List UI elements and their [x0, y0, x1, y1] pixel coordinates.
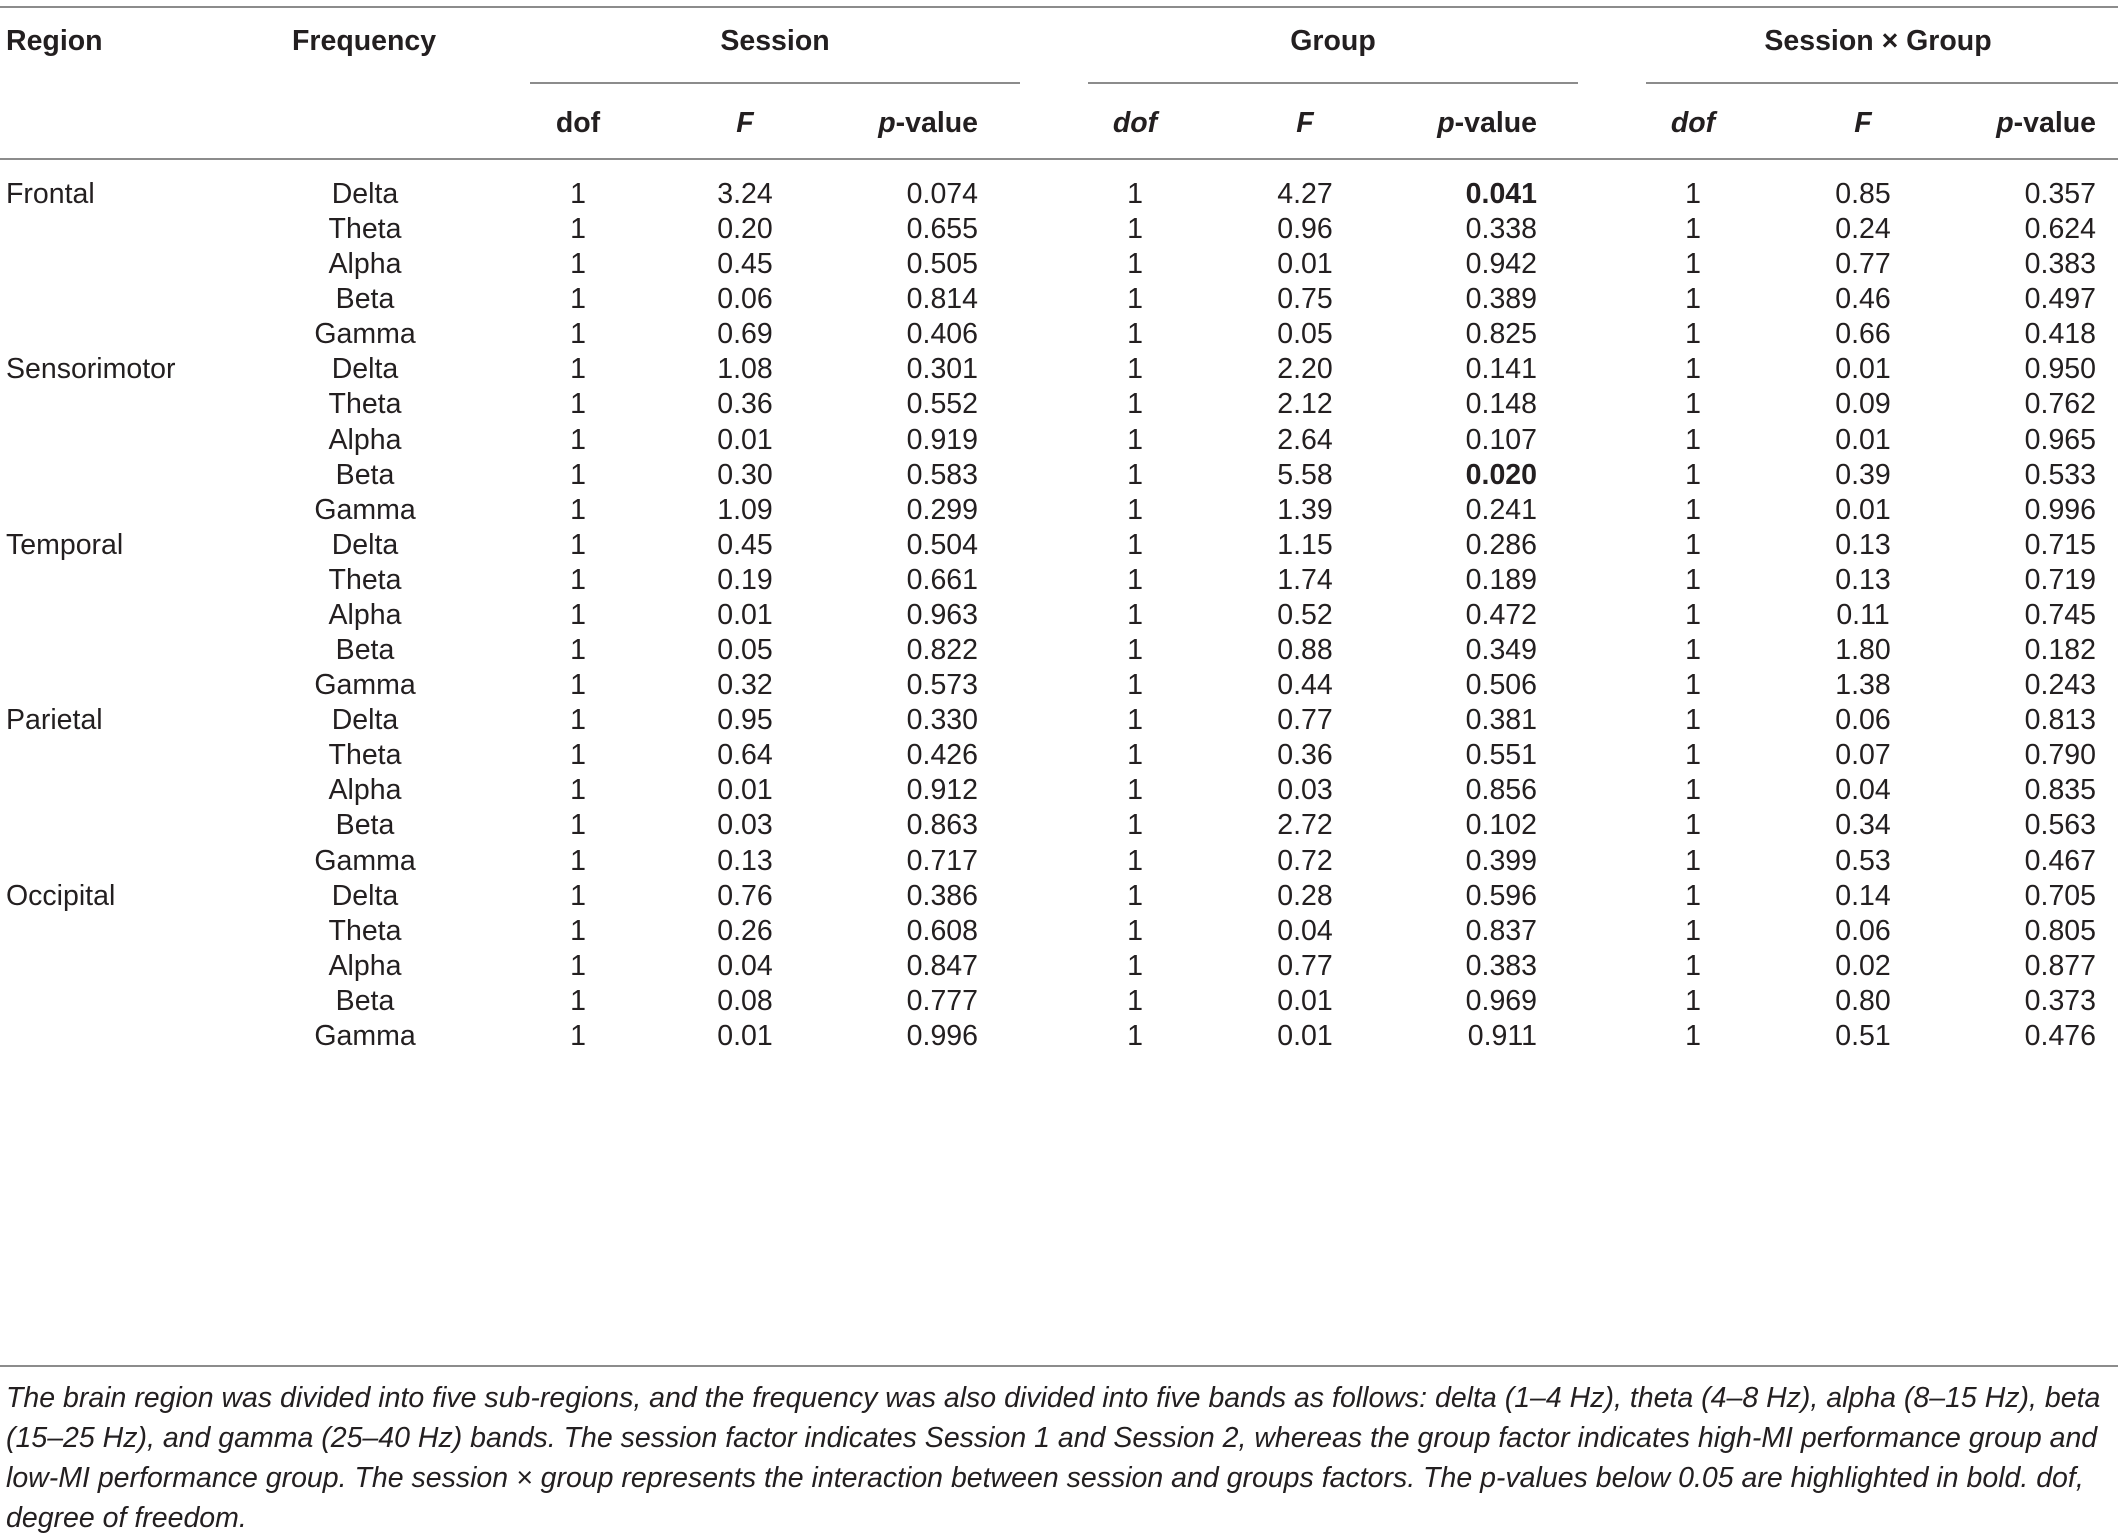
cell-g-p: 0.189	[1465, 563, 1537, 596]
cell-freq: Delta	[331, 704, 399, 737]
subheader-session-dof: dof	[555, 107, 601, 139]
cell-sg-dof: 1	[1685, 493, 1701, 526]
p-suffix: -value	[895, 107, 978, 139]
cell-sg-f: 0.80	[1835, 984, 1891, 1017]
cell-region: Temporal	[6, 528, 124, 561]
cell-g-f: 0.01	[1277, 984, 1333, 1017]
cell-s-p: 0.822	[906, 634, 978, 667]
p-italic: p	[1437, 107, 1455, 139]
cell-sg-dof: 1	[1685, 353, 1701, 386]
cell-region: Occipital	[6, 879, 116, 912]
cell-freq: Gamma	[314, 669, 416, 702]
cell-sg-dof: 1	[1685, 704, 1701, 737]
cell-sg-f: 0.06	[1835, 914, 1891, 947]
cell-freq: Theta	[328, 739, 402, 772]
cell-s-p: 0.406	[906, 318, 978, 351]
subheader-group-p-value	[1437, 103, 1537, 143]
cell-sg-p: 0.813	[2024, 704, 2096, 737]
cell-g-f: 0.75	[1277, 283, 1333, 316]
cell-sg-dof: 1	[1685, 949, 1701, 982]
cell-s-dof: 1	[570, 178, 586, 210]
cell-g-f: 0.01	[1277, 1019, 1333, 1052]
p-italic: p	[1996, 107, 2014, 139]
interaction-group-rule	[1646, 82, 2118, 84]
cell-g-p: 0.389	[1465, 283, 1537, 316]
cell-freq: Theta	[328, 213, 402, 246]
cell-sg-dof: 1	[1685, 669, 1701, 702]
cell-s-dof: 1	[570, 634, 586, 667]
cell-freq: Alpha	[328, 774, 402, 807]
cell-g-dof: 1	[1127, 458, 1143, 491]
cell-freq: Beta	[335, 283, 395, 316]
cell-g-dof: 1	[1127, 704, 1143, 737]
cell-sg-f: 0.34	[1835, 809, 1891, 842]
cell-s-p: 0.299	[906, 493, 978, 526]
cell-sg-f: 0.51	[1835, 1019, 1891, 1052]
cell-freq: Delta	[331, 353, 399, 386]
group-group-rule	[1088, 82, 1578, 84]
cell-s-p: 0.777	[906, 984, 978, 1017]
cell-s-f: 3.24	[717, 178, 773, 210]
cell-sg-dof: 1	[1685, 563, 1701, 596]
cell-sg-f: 0.01	[1835, 423, 1891, 456]
cell-g-f: 4.27	[1277, 178, 1333, 210]
cell-s-p: 0.863	[906, 809, 978, 842]
cell-g-p: 0.837	[1465, 914, 1537, 947]
cell-sg-dof: 1	[1685, 634, 1701, 667]
cell-s-f: 1.09	[717, 493, 773, 526]
cell-s-f: 0.01	[717, 598, 773, 631]
cell-sg-p: 0.497	[2024, 283, 2096, 316]
cell-g-f: 0.05	[1277, 318, 1333, 351]
cell-freq: Alpha	[328, 598, 402, 631]
subheader-session-f: F	[736, 107, 754, 139]
cell-g-p: 0.107	[1465, 423, 1537, 456]
cell-sg-f: 1.80	[1835, 634, 1891, 667]
cell-sg-p: 0.705	[2024, 879, 2096, 912]
cell-g-f: 0.03	[1277, 774, 1333, 807]
cell-sg-f: 0.11	[1836, 598, 1890, 631]
cell-s-f: 0.95	[717, 704, 773, 737]
cell-s-p: 0.912	[906, 774, 978, 807]
cell-sg-p: 0.950	[2024, 353, 2096, 386]
cell-s-p: 0.717	[906, 844, 978, 877]
cell-s-f: 0.45	[717, 248, 773, 281]
cell-s-dof: 1	[570, 914, 586, 947]
cell-g-dof: 1	[1127, 528, 1143, 561]
cell-g-p: 0.596	[1465, 879, 1537, 912]
cell-s-p: 0.963	[906, 598, 978, 631]
cell-sg-p: 0.719	[2024, 563, 2096, 596]
cell-freq: Delta	[331, 528, 399, 561]
cell-s-f: 0.20	[717, 213, 773, 246]
cell-s-dof: 1	[570, 984, 586, 1017]
cell-g-f: 0.44	[1277, 669, 1333, 702]
cell-g-dof: 1	[1127, 1019, 1143, 1052]
cell-sg-dof: 1	[1685, 388, 1701, 421]
cell-sg-dof: 1	[1685, 809, 1701, 842]
cell-g-p: 0.399	[1465, 844, 1537, 877]
top-rule	[0, 6, 2118, 8]
cell-g-p: 0.241	[1465, 493, 1537, 526]
cell-g-p: 0.506	[1465, 669, 1537, 702]
cell-sg-dof: 1	[1685, 739, 1701, 772]
cell-sg-f: 0.01	[1835, 493, 1891, 526]
cell-g-p: 0.041	[1465, 178, 1537, 210]
cell-sg-dof: 1	[1685, 318, 1701, 351]
cell-sg-f: 0.07	[1835, 739, 1891, 772]
cell-g-dof: 1	[1127, 879, 1143, 912]
subheader-interaction-f: F	[1854, 107, 1872, 139]
cell-g-p: 0.286	[1465, 528, 1537, 561]
subheader-interaction-dof: dof	[1670, 107, 1716, 139]
cell-g-p: 0.383	[1465, 949, 1537, 982]
cell-g-f: 0.77	[1277, 949, 1333, 982]
subheader-group-f: F	[1296, 107, 1314, 139]
cell-sg-p: 0.418	[2024, 318, 2096, 351]
cell-g-dof: 1	[1127, 493, 1143, 526]
cell-freq: Beta	[335, 458, 395, 491]
cell-g-p: 0.969	[1465, 984, 1537, 1017]
cell-s-f: 0.76	[717, 879, 773, 912]
cell-freq: Theta	[328, 914, 402, 947]
cell-s-dof: 1	[570, 388, 586, 421]
cell-s-dof: 1	[570, 213, 586, 246]
cell-s-f: 0.64	[717, 739, 773, 772]
cell-sg-dof: 1	[1685, 774, 1701, 807]
cell-sg-p: 0.790	[2024, 739, 2096, 772]
p-italic: p	[878, 107, 896, 139]
cell-g-f: 0.52	[1277, 598, 1333, 631]
cell-g-dof: 1	[1127, 283, 1143, 316]
cell-sg-p: 0.624	[2024, 213, 2096, 246]
cell-sg-p: 0.373	[2024, 984, 2096, 1017]
cell-sg-dof: 1	[1685, 879, 1701, 912]
cell-s-f: 0.01	[717, 774, 773, 807]
cell-sg-f: 0.46	[1835, 283, 1891, 316]
cell-g-dof: 1	[1127, 949, 1143, 982]
subheader-session-p-value	[878, 103, 978, 143]
cell-sg-p: 0.877	[2024, 949, 2096, 982]
cell-s-f: 0.08	[717, 984, 773, 1017]
cell-g-p: 0.141	[1465, 353, 1537, 386]
cell-g-dof: 1	[1127, 318, 1143, 351]
cell-g-dof: 1	[1127, 844, 1143, 877]
cell-freq: Beta	[335, 809, 395, 842]
cell-g-dof: 1	[1127, 669, 1143, 702]
cell-freq: Gamma	[314, 844, 416, 877]
cell-sg-p: 0.476	[2024, 1019, 2096, 1052]
cell-s-p: 0.573	[906, 669, 978, 702]
cell-sg-p: 0.467	[2024, 844, 2096, 877]
cell-s-dof: 1	[570, 493, 586, 526]
cell-s-dof: 1	[570, 1019, 586, 1052]
cell-s-f: 0.03	[717, 809, 773, 842]
cell-sg-dof: 1	[1685, 598, 1701, 631]
cell-sg-dof: 1	[1685, 844, 1701, 877]
cell-s-p: 0.552	[906, 388, 978, 421]
cell-s-dof: 1	[570, 528, 586, 561]
cell-s-f: 0.36	[717, 388, 773, 421]
cell-g-p: 0.148	[1465, 388, 1537, 421]
cell-sg-f: 0.09	[1835, 388, 1891, 421]
cell-s-f: 0.32	[717, 669, 773, 702]
cell-g-p: 0.338	[1465, 213, 1537, 246]
cell-s-p: 0.583	[906, 458, 978, 491]
cell-freq: Alpha	[328, 949, 402, 982]
cell-s-p: 0.504	[906, 528, 978, 561]
cell-sg-dof: 1	[1685, 213, 1701, 246]
cell-s-dof: 1	[570, 879, 586, 912]
cell-g-p: 0.551	[1465, 739, 1537, 772]
cell-g-f: 5.58	[1277, 458, 1333, 491]
cell-s-dof: 1	[570, 844, 586, 877]
cell-freq: Alpha	[328, 423, 402, 456]
cell-g-p: 0.825	[1465, 318, 1537, 351]
cell-freq: Beta	[335, 984, 395, 1017]
cell-sg-f: 0.53	[1835, 844, 1891, 877]
cell-g-f: 1.74	[1277, 563, 1333, 596]
cell-sg-f: 0.77	[1835, 248, 1891, 281]
cell-g-dof: 1	[1127, 178, 1143, 210]
subheader-group-dof: dof	[1112, 107, 1158, 139]
cell-s-dof: 1	[570, 283, 586, 316]
cell-sg-f: 0.01	[1835, 353, 1891, 386]
cell-freq: Alpha	[328, 248, 402, 281]
cell-region: Sensorimotor	[6, 353, 176, 386]
cell-s-f: 0.13	[717, 844, 773, 877]
cell-g-dof: 1	[1127, 634, 1143, 667]
cell-s-p: 0.608	[906, 914, 978, 947]
cell-g-p: 0.911	[1467, 1019, 1537, 1052]
cell-g-dof: 1	[1127, 914, 1143, 947]
cell-sg-p: 0.996	[2024, 493, 2096, 526]
cell-s-f: 0.01	[717, 423, 773, 456]
cell-sg-p: 0.745	[2024, 598, 2096, 631]
cell-sg-f: 0.02	[1835, 949, 1891, 982]
subheader-interaction-p-value	[1996, 103, 2096, 143]
cell-s-f: 0.45	[717, 528, 773, 561]
cell-sg-dof: 1	[1685, 1019, 1701, 1052]
cell-s-p: 0.426	[906, 739, 978, 772]
p-suffix: -value	[1454, 107, 1537, 139]
cell-s-p: 0.301	[906, 353, 978, 386]
cell-g-f: 2.72	[1277, 809, 1333, 842]
cell-freq: Beta	[335, 634, 395, 667]
cell-sg-f: 0.04	[1835, 774, 1891, 807]
table-footnote: The brain region was divided into five sub-regions, and the frequency was also divided into five bands as follows: delta (1–4 Hz), theta (4–8 Hz), alpha (8–15 Hz), beta (15–25 Hz), and gamma (25–40 Hz) bands. The session factor indicates Session 1 and Session 2, whereas the group factor indicates high-MI performance group and low-MI performance group. The session × group represents the interaction between session and groups factors. The p-values below 0.05 are highlighted in bold. dof, degree of freedom.	[6, 1382, 2101, 1534]
p-suffix: -value	[2013, 107, 2096, 139]
cell-g-dof: 1	[1127, 213, 1143, 246]
cell-sg-p: 0.243	[2024, 669, 2096, 702]
cell-sg-p: 0.965	[2024, 423, 2096, 456]
cell-g-p: 0.020	[1465, 458, 1537, 491]
cell-s-dof: 1	[570, 563, 586, 596]
cell-g-f: 1.39	[1277, 493, 1333, 526]
cell-s-p: 0.919	[906, 423, 978, 456]
cell-s-f: 0.01	[717, 1019, 773, 1052]
cell-s-dof: 1	[570, 809, 586, 842]
cell-g-f: 1.15	[1277, 528, 1333, 561]
cell-s-f: 0.04	[717, 949, 773, 982]
cell-s-dof: 1	[570, 704, 586, 737]
cell-s-f: 0.19	[717, 563, 773, 596]
cell-g-dof: 1	[1127, 388, 1143, 421]
cell-g-p: 0.102	[1465, 809, 1537, 842]
cell-s-dof: 1	[570, 598, 586, 631]
cell-s-p: 0.655	[906, 213, 978, 246]
cell-sg-f: 1.38	[1835, 669, 1891, 702]
cell-freq: Gamma	[314, 318, 416, 351]
cell-sg-dof: 1	[1685, 984, 1701, 1017]
cell-g-dof: 1	[1127, 598, 1143, 631]
cell-g-f: 0.36	[1277, 739, 1333, 772]
cell-g-dof: 1	[1127, 563, 1143, 596]
cell-s-dof: 1	[570, 949, 586, 982]
cell-sg-p: 0.383	[2024, 248, 2096, 281]
cell-sg-p: 0.762	[2024, 388, 2096, 421]
cell-g-f: 0.28	[1277, 879, 1333, 912]
cell-s-dof: 1	[570, 423, 586, 456]
cell-g-f: 0.72	[1277, 844, 1333, 877]
cell-s-p: 0.074	[906, 178, 978, 210]
cell-sg-f: 0.06	[1835, 704, 1891, 737]
cell-g-f: 0.01	[1277, 248, 1333, 281]
cell-s-dof: 1	[570, 353, 586, 386]
cell-sg-p: 0.805	[2024, 914, 2096, 947]
cell-sg-p: 0.563	[2024, 809, 2096, 842]
cell-g-dof: 1	[1127, 809, 1143, 842]
cell-s-f: 0.05	[717, 634, 773, 667]
bottom-rule	[0, 1365, 2118, 1367]
cell-s-f: 0.30	[717, 458, 773, 491]
cell-s-dof: 1	[570, 248, 586, 281]
cell-freq: Theta	[328, 563, 402, 596]
cell-g-dof: 1	[1127, 248, 1143, 281]
header-region: Region	[6, 25, 103, 57]
cell-sg-f: 0.39	[1835, 458, 1891, 491]
cell-g-f: 0.04	[1277, 914, 1333, 947]
cell-g-p: 0.942	[1465, 248, 1537, 281]
cell-sg-f: 0.13	[1835, 563, 1891, 596]
cell-sg-p: 0.182	[2024, 634, 2096, 667]
cell-sg-p: 0.357	[2024, 178, 2096, 210]
cell-g-dof: 1	[1127, 739, 1143, 772]
cell-sg-f: 0.13	[1835, 528, 1891, 561]
cell-freq: Delta	[331, 178, 399, 210]
cell-g-f: 0.77	[1277, 704, 1333, 737]
cell-sg-f: 0.24	[1835, 213, 1891, 246]
header-session-x-group: Session × Group	[1764, 25, 1992, 57]
cell-sg-f: 0.14	[1835, 879, 1891, 912]
cell-sg-dof: 1	[1685, 178, 1701, 210]
cell-sg-dof: 1	[1685, 528, 1701, 561]
header-frequency: Frequency	[292, 25, 437, 57]
cell-sg-dof: 1	[1685, 458, 1701, 491]
cell-g-f: 2.64	[1277, 423, 1333, 456]
cell-g-dof: 1	[1127, 353, 1143, 386]
cell-s-dof: 1	[570, 739, 586, 772]
cell-sg-p: 0.533	[2024, 458, 2096, 491]
cell-g-p: 0.381	[1465, 704, 1537, 737]
cell-s-f: 1.08	[717, 353, 773, 386]
cell-sg-p: 0.715	[2024, 528, 2096, 561]
cell-s-p: 0.330	[906, 704, 978, 737]
cell-freq: Theta	[328, 388, 402, 421]
cell-sg-f: 0.85	[1835, 178, 1891, 210]
cell-s-dof: 1	[570, 458, 586, 491]
cell-g-p: 0.856	[1465, 774, 1537, 807]
cell-sg-p: 0.835	[2024, 774, 2096, 807]
cell-g-f: 2.20	[1277, 353, 1333, 386]
cell-sg-dof: 1	[1685, 248, 1701, 281]
cell-s-f: 0.69	[717, 318, 773, 351]
header-rule	[0, 158, 2118, 160]
cell-s-p: 0.996	[906, 1019, 978, 1052]
header-session: Session	[720, 25, 830, 57]
cell-s-p: 0.661	[906, 563, 978, 596]
cell-freq: Gamma	[314, 493, 416, 526]
cell-freq: Delta	[331, 879, 399, 912]
cell-s-f: 0.06	[717, 283, 773, 316]
cell-freq: Gamma	[314, 1019, 416, 1052]
cell-g-dof: 1	[1127, 984, 1143, 1017]
cell-sg-dof: 1	[1685, 283, 1701, 316]
cell-s-f: 0.26	[717, 914, 773, 947]
cell-g-f: 0.96	[1277, 213, 1333, 246]
cell-g-f: 0.88	[1277, 634, 1333, 667]
cell-sg-dof: 1	[1685, 914, 1701, 947]
cell-g-dof: 1	[1127, 423, 1143, 456]
cell-sg-f: 0.66	[1835, 318, 1891, 351]
cell-s-dof: 1	[570, 669, 586, 702]
cell-region: Parietal	[6, 704, 103, 737]
cell-g-f: 2.12	[1277, 388, 1333, 421]
cell-g-dof: 1	[1127, 774, 1143, 807]
cell-s-dof: 1	[570, 774, 586, 807]
cell-g-p: 0.472	[1465, 598, 1537, 631]
cell-g-p: 0.349	[1465, 634, 1537, 667]
session-group-rule	[530, 82, 1020, 84]
cell-s-p: 0.847	[906, 949, 978, 982]
cell-region: Frontal	[6, 178, 95, 210]
header-group: Group	[1290, 25, 1376, 57]
cell-s-p: 0.505	[906, 248, 978, 281]
cell-s-p: 0.814	[906, 283, 978, 316]
cell-sg-dof: 1	[1685, 423, 1701, 456]
cell-s-p: 0.386	[906, 879, 978, 912]
cell-s-dof: 1	[570, 318, 586, 351]
